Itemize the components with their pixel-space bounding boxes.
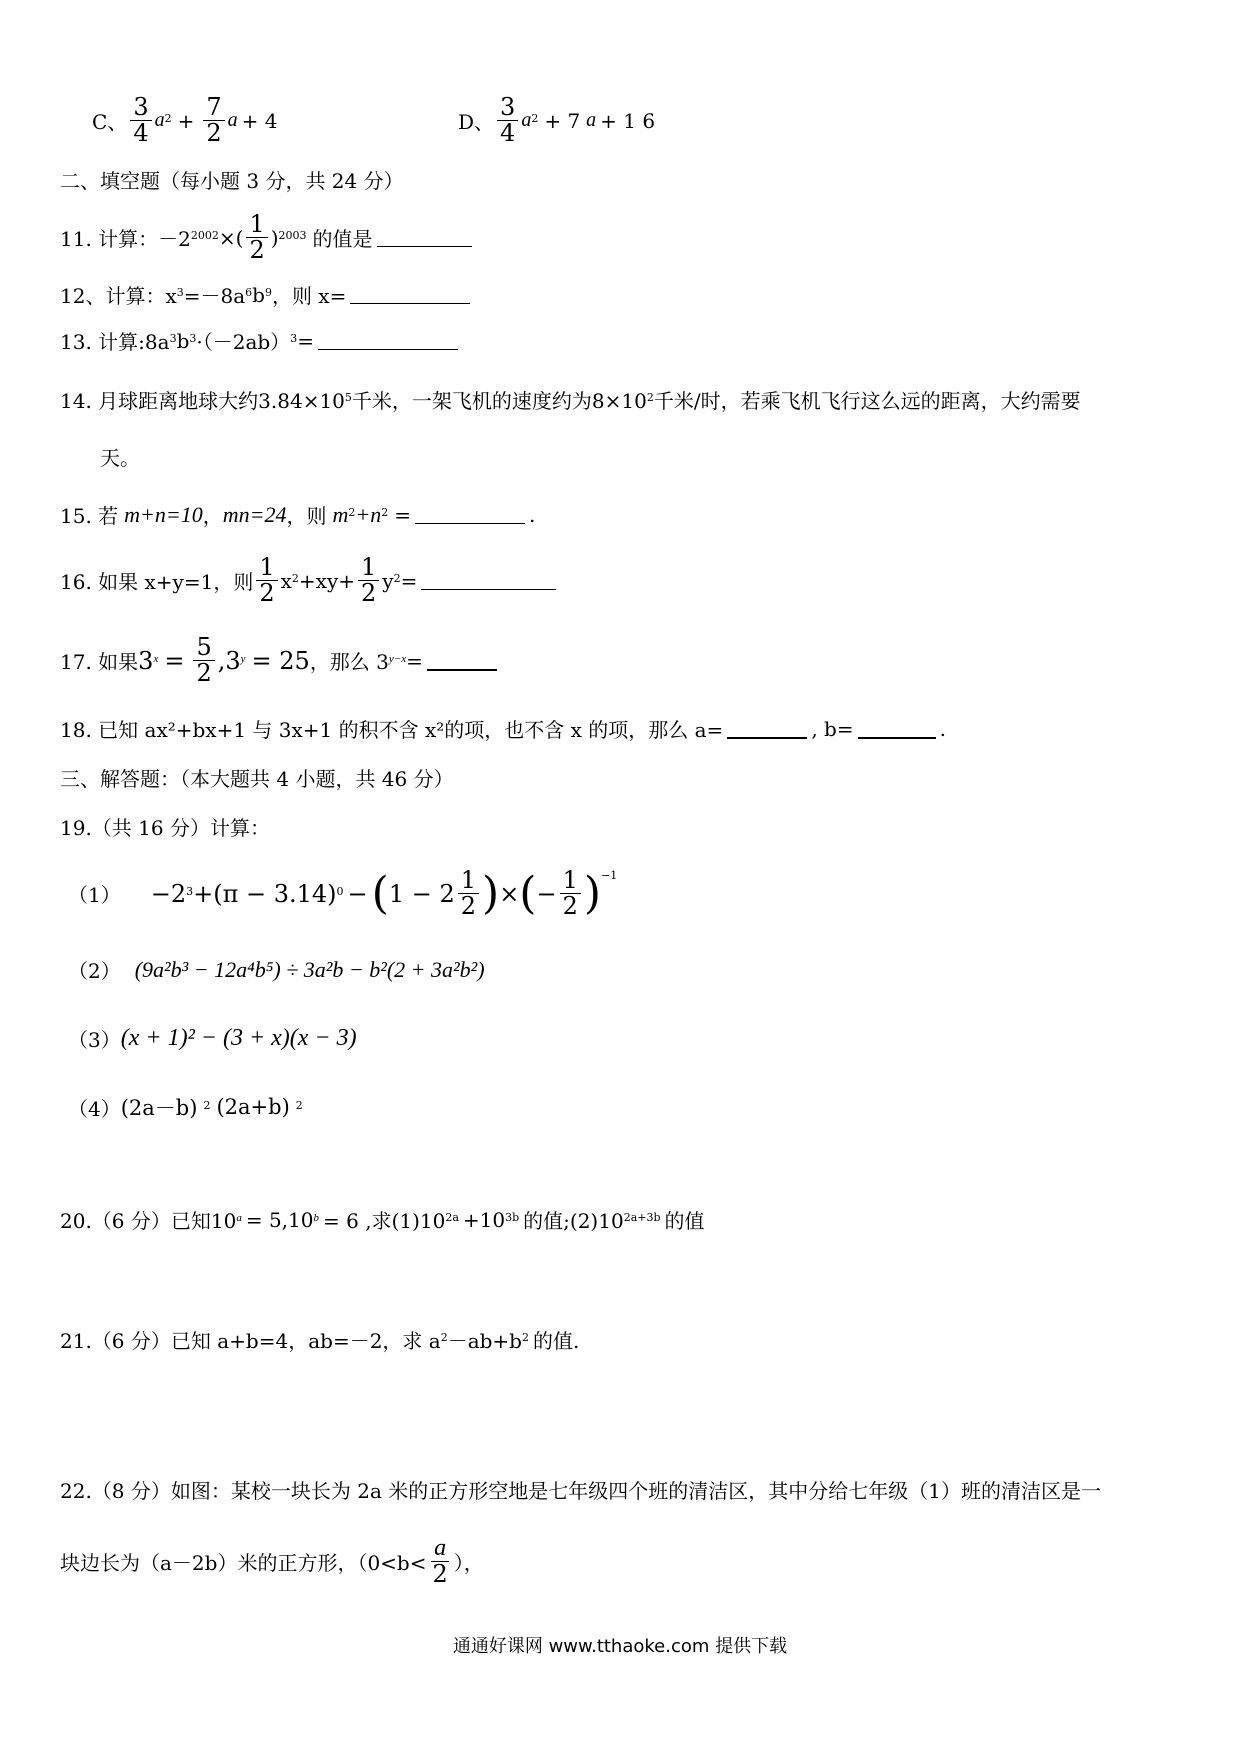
section-2-heading: 二、填空题（每小题 3 分，共 24 分） — [60, 169, 404, 193]
q17-prefix: 17. 如果 — [60, 650, 139, 675]
q17-end: = — [406, 648, 423, 673]
footer-credit: 通通好课网 www.tthaoke.com 提供下载 — [452, 1636, 788, 1657]
q19-p3-expr: (x + 1)² − (3 + x)(x − 3) — [120, 1025, 357, 1051]
question-21: 21.（6 分）已知 a+b=4，ab=－2，求 a $^2$ －ab+b $^2$ 的值. — [60, 1325, 579, 1354]
q15-expr-b: +n — [355, 501, 382, 527]
q14-exp: 5 — [344, 391, 352, 404]
question-13: 13. 计算:8a $^3$ b $^3$ ·（－2ab） $^3$ = — [60, 326, 462, 355]
q15-expr: m — [332, 501, 349, 527]
q11-answer-blank[interactable] — [377, 228, 472, 247]
q15-cond2: mn=24 — [222, 501, 287, 527]
fraction-1-2-a: $\frac{1}{2}$ — [256, 555, 277, 606]
q16-tail2: = — [400, 568, 418, 593]
q20-c: = 6 ,求(1)10 — [323, 1209, 446, 1233]
q17-mid: ，那么 3 — [309, 650, 389, 675]
fraction-3-4: $\frac{3}{4}$ — [130, 95, 151, 146]
q19-part-1: （1） −2 $^3$ +(π − 3.14) $^0$ − ( 1 − 2 $\frac{1}{2}$ ) × ( − $\frac{1}{2}$ ) $^{-1}$ — [68, 866, 618, 921]
q18-b-blank[interactable] — [858, 719, 936, 739]
q13-answer-blank[interactable] — [318, 331, 458, 350]
q16-prefix: 16. 如果 x+y=1，则 — [60, 570, 254, 595]
option-d-tail: + 7 — [544, 108, 581, 133]
fraction-1-2-p1b: $\frac{1}{2}$ — [560, 868, 581, 919]
q11-exp1: 2002 — [190, 229, 219, 243]
q11-prefix: 11. 计算：－2 — [60, 227, 191, 252]
q17-ax: x — [153, 653, 159, 666]
q16-mid: x — [280, 568, 292, 593]
q16-mid2: +xy+ — [298, 568, 355, 593]
q15-cond1: m+n=10 — [124, 501, 203, 527]
q17-by: y — [240, 653, 246, 666]
fraction-7-2: $\frac{7}{2}$ — [203, 95, 224, 146]
fraction-1-2: $\frac{1}{2}$ — [246, 212, 267, 263]
q20-f: 的值 — [664, 1209, 705, 1233]
q19-p1-label: （1） — [68, 883, 121, 908]
q20-a: 20.（6 分）已知10 — [60, 1209, 237, 1233]
q15-answer-blank[interactable] — [415, 505, 525, 524]
q20-a-exp: a — [236, 1212, 242, 1224]
section-3-heading: 三、解答题：（本大题共 4 小题，共 46 分） — [60, 767, 454, 791]
q12-d: ，则 x= — [271, 284, 347, 308]
q19-part-2 — [68, 955, 485, 984]
q20-e: 的值;(2)10 — [523, 1209, 624, 1233]
q21-a: 21.（6 分）已知 a+b=4，ab=－2，求 a — [60, 1329, 441, 1353]
q19-p1-f: − — [536, 879, 557, 908]
q19-part-4: （4） (2a－b) $^2$ (2a+b) $^2$ — [68, 1092, 303, 1122]
q18-dot: . — [939, 716, 946, 741]
q19-part-3 — [68, 1024, 357, 1053]
option-c: C、 $\frac{3}{4}$ a $^2$ + $\frac{7}{2}$ a + 4 — [92, 93, 278, 148]
q15-expr-c: = — [394, 502, 412, 527]
q12-answer-blank[interactable] — [350, 285, 470, 304]
q19-p1-b: +(π − 3.14) — [193, 879, 337, 908]
q22-line2b: ）， — [453, 1550, 484, 1575]
q19-p3-label: （3） — [68, 1028, 121, 1052]
question-18 — [60, 714, 946, 743]
q17-answer-blank[interactable] — [427, 651, 497, 671]
question-16: 16. 如果 x+y=1，则 $\frac{1}{2}$ x $^2$ +xy+ $\frac{1}{2}$ y $^2$ = — [60, 555, 560, 606]
q14-c: 千米/时，若乘飞机飞行这么远的距离，大约需要 — [653, 389, 1081, 413]
q12-a: 12、计算：x — [60, 284, 177, 308]
q17-eq: = — [164, 646, 185, 675]
fraction-3-4-d: $\frac{3}{4}$ — [497, 95, 518, 146]
q17-exp: y−x — [388, 653, 407, 666]
q20-b-exp: b — [313, 1212, 319, 1224]
q21-b: －ab+b — [447, 1329, 522, 1353]
q17-b: ,3 — [217, 646, 241, 675]
q19-p4-expr2: (2a+b) — [216, 1095, 290, 1119]
q18-a-blank[interactable] — [727, 719, 807, 739]
q14-b: 千米，一架飞机的速度约为8×10 — [351, 389, 647, 413]
q19-p1-d: 1 − 2 — [388, 879, 455, 908]
q11-exp2: 2003 — [278, 229, 307, 243]
q12-c: b — [252, 282, 265, 307]
question-12: 12、计算：x $^3$ =－8a $^6$ b $^9$ ，则 x= — [60, 280, 474, 309]
option-d-label: D、 — [458, 110, 495, 135]
option-d: D、 $\frac{3}{4}$ a $^2$ + 7 a + 1 6 — [458, 93, 656, 148]
q19-p2-label: （2） — [68, 959, 121, 983]
q15-mid: ，则 — [286, 504, 327, 528]
question-17 — [60, 635, 501, 686]
q11-suffix: 的值是 — [312, 227, 373, 252]
question-14-line-1 — [60, 385, 1081, 414]
question-15: 15. 若 m+n=10 ， mn=24 ，则 m $^2$ +n $^2$ = . — [60, 501, 536, 528]
q20-e1: 2a — [445, 1211, 459, 1224]
q19-p1-e: × — [499, 879, 520, 908]
q20-b: = 5,10 — [245, 1207, 314, 1232]
q19-p4-expr: (2a－b) — [120, 1096, 198, 1120]
q13-c: ·（－2ab） — [196, 330, 291, 354]
q11-times: ×( — [218, 225, 244, 250]
q15-sep: ， — [202, 504, 223, 528]
q20-e2: 3b — [505, 1211, 520, 1224]
question-22-line-2 — [60, 1535, 484, 1587]
q15-prefix: 15. 若 — [60, 504, 119, 528]
q13-d: = — [297, 328, 314, 353]
q16-answer-blank[interactable] — [421, 571, 556, 590]
option-c-tail: + 4 — [241, 108, 278, 133]
q14-a: 14. 月球距离地球大约3.84×10 — [60, 389, 345, 413]
option-c-plus: + — [177, 108, 195, 133]
question-14-line-2: 天。 — [100, 446, 140, 470]
q19-p1-c: − — [347, 879, 368, 908]
q12-b: =－8a — [183, 284, 246, 308]
q13-b: b — [176, 328, 190, 353]
q19-p2-expr: (9a²b³ − 12a⁴b⁵) ÷ 3a²b − b²(2 + 3a²b²) — [134, 956, 485, 982]
question-20 — [60, 1205, 705, 1234]
question-22-line-1: 22.（8 分）如图：某校一块长为 2a 米的正方形空地是七年级四个班的清洁区，其中分给七年级（1）班的清洁区是一 — [60, 1479, 1101, 1503]
q17-a: 3 — [138, 646, 154, 675]
fraction-5-2: $\frac{5}{2}$ — [193, 635, 214, 686]
question-19-title: 19.（共 16 分）计算： — [60, 816, 270, 840]
q17-c: = 25 — [251, 646, 310, 675]
q13-a: 13. 计算:8a — [60, 330, 170, 354]
q20-e3: 2a+3b — [623, 1211, 661, 1224]
q18-b: , b= — [811, 716, 854, 741]
fraction-1-2-p1: $\frac{1}{2}$ — [458, 868, 479, 919]
q18-text: 18. 已知 ax²+bx+1 与 3x+1 的积不含 x²的项，也不含 x 的项，那么 a= — [60, 718, 724, 742]
question-11: 11. 计算：－2 $^{2002}$ ×( $\frac{1}{2}$ ) $^{2003}$ 的值是 — [60, 212, 476, 263]
q16-tail: y — [382, 568, 394, 593]
option-d-tail2: + 1 6 — [600, 108, 656, 133]
q21-c: 的值. — [533, 1329, 580, 1353]
q19-p4-label: （4） — [68, 1096, 121, 1121]
q19-p1-a: −2 — [150, 879, 187, 908]
fraction-1-2-b: $\frac{1}{2}$ — [358, 555, 379, 606]
fraction-a-2: $\frac{a}{2}$ — [432, 1535, 448, 1589]
option-c-label: C、 — [92, 110, 128, 135]
q14-exp2: 2 — [646, 391, 654, 404]
q20-d: +10 — [462, 1207, 506, 1232]
q22-line2a: 块边长为（a－2b）米的正方形，（0<b< — [60, 1550, 427, 1575]
